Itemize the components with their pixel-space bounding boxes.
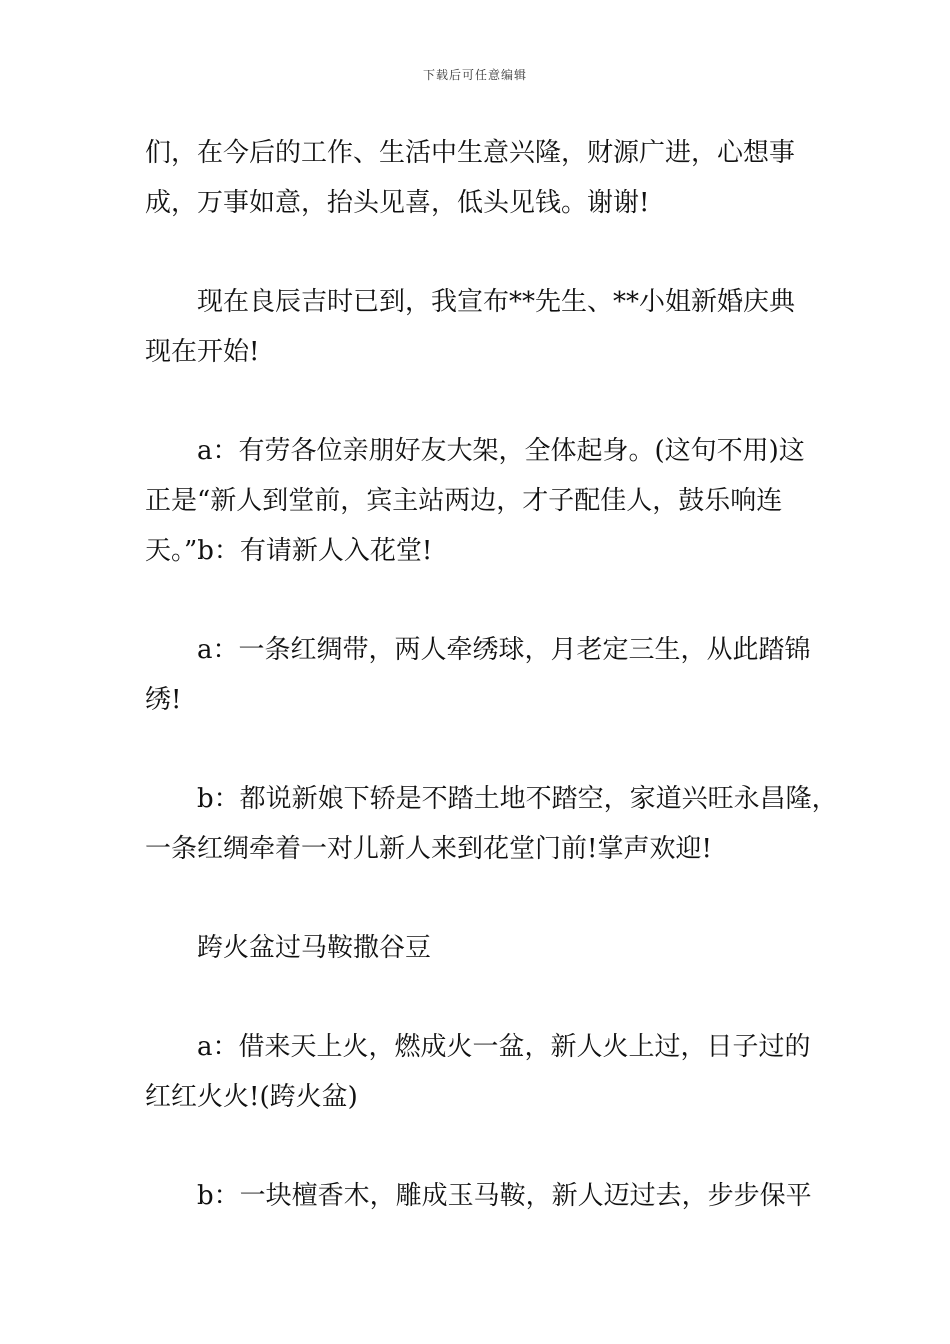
text-line: 成，万事如意，抬头见喜，低头见钱。谢谢! [145, 188, 650, 218]
section-heading-fire-basin [145, 923, 825, 973]
text-line: 天。”b：有请新人入花堂! [145, 536, 433, 566]
text-line: a：借来天上火，燃成火一盆，新人火上过，日子过的 [197, 1032, 811, 1062]
text-line: 绣! [145, 685, 182, 715]
paragraph-saddle [145, 1171, 825, 1221]
text-line: a：有劳各位亲朋好友大架，全体起身。(这句不用)这 [197, 436, 805, 466]
text-line: b：一块檀香木，雕成玉马鞍，新人迈过去，步步保平 [197, 1181, 812, 1211]
text-line: 正是“新人到堂前，宾主站两边，才子配佳人，鼓乐响连 [145, 486, 783, 516]
text-line: 跨火盆过马鞍撒谷豆 [197, 933, 432, 963]
text-line: 现在开始! [145, 337, 260, 367]
paragraph-guests-rise [145, 426, 825, 576]
text-line: 红红火火!(跨火盆) [145, 1082, 358, 1112]
paragraph-closing-wishes [145, 128, 825, 228]
text-line: a：一条红绸带，两人牵绣球，月老定三生，从此踏锦 [197, 635, 811, 665]
text-line: 们，在今后的工作、生活中生意兴隆，财源广进，心想事 [145, 138, 796, 168]
page-header-note: 下载后可任意编辑 [422, 68, 527, 82]
paragraph-red-ribbon [145, 625, 825, 725]
text-line: 现在良辰吉时已到，我宣布**先生、**小姐新婚庆典 [197, 287, 796, 317]
paragraph-ceremony-start [145, 277, 825, 377]
paragraph-fire-basin [145, 1022, 825, 1122]
paragraph-bride-arrives [145, 774, 838, 874]
text-line: 一条红绸牵着一对儿新人来到花堂门前!掌声欢迎! [145, 834, 712, 864]
document-body [145, 128, 838, 1270]
text-line: b：都说新娘下轿是不踏土地不踏空，家道兴旺永昌隆， [197, 784, 838, 814]
